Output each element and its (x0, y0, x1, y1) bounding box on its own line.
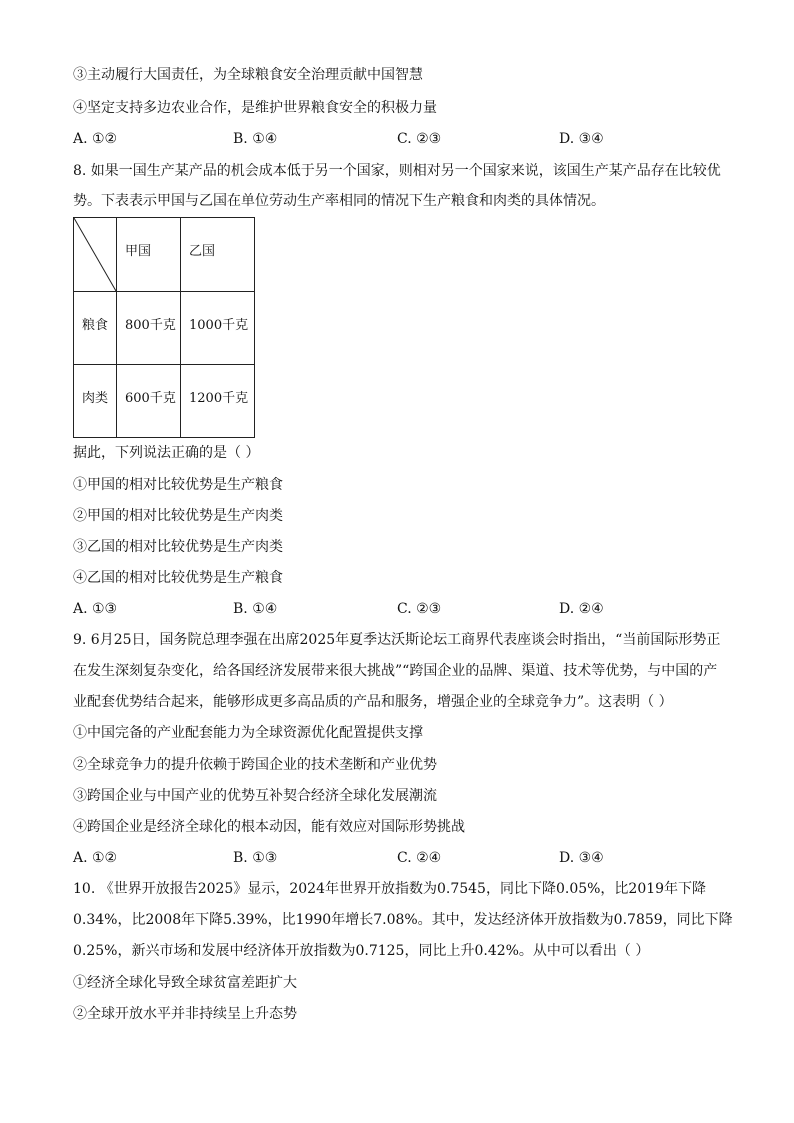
q8-table (73, 217, 255, 438)
q9-option-d: D. ③④ (559, 850, 604, 866)
cell-jia-grain: 800千克 (117, 292, 181, 365)
q10-item-1: ①经济全球化导致全球贫富差距扩大 (73, 975, 297, 991)
q8-options (73, 599, 713, 619)
q10-item-2: ②全球开放水平并非持续呈上升态势 (73, 1006, 297, 1022)
q7-option-d: D. ③④ (559, 131, 604, 147)
q8-option-c: C. ②③ (397, 601, 442, 617)
q10-stem-line-3: 0.25%，新兴市场和发展中经济体开放指数为0.7125，同比上升0.42%。从中可以看出（ ） (73, 943, 650, 959)
q8-item-2: ②甲国的相对比较优势是生产肉类 (73, 508, 283, 524)
q9-stem-line-2: 在发生深刻复杂变化，给各国经济发展带来很大挑战”“跨国企业的品牌、渠道、技术等优势，与中国的产 (73, 663, 718, 679)
cell-yi-grain: 1000千克 (181, 292, 255, 365)
cell-jia-meat: 600千克 (117, 365, 181, 438)
diagonal-line (74, 218, 116, 291)
table-row (74, 365, 255, 438)
q7-item-4: ④坚定支持多边农业合作，是维护世界粮食安全的积极力量 (73, 100, 437, 116)
q8-stem-line-1: 8. 如果一国生产某产品的机会成本低于另一个国家，则相对另一个国家来说，该国生产某产品存在比较优 (73, 163, 721, 179)
q8-item-1: ①甲国的相对比较优势是生产粮食 (73, 477, 283, 493)
q9-item-3: ③跨国企业与中国产业的优势互补契合经济全球化发展潮流 (73, 788, 437, 804)
q8-option-b: B. ①④ (233, 601, 278, 617)
table-row (74, 292, 255, 365)
col-header-yi: 乙国 (181, 218, 255, 292)
q9-option-a: A. ①② (73, 850, 118, 866)
q8-question: 据此，下列说法正确的是（ ） (73, 445, 260, 461)
table-corner-cell (74, 218, 117, 292)
q7-item-3: ③主动履行大国责任，为全球粮食安全治理贡献中国智慧 (73, 67, 423, 83)
q9-options (73, 848, 713, 868)
q7-option-c: C. ②③ (397, 131, 442, 147)
q9-item-1: ①中国完备的产业配套能力为全球资源优化配置提供支撑 (73, 725, 423, 741)
q8-option-a: A. ①③ (73, 601, 118, 617)
row-label-meat: 肉类 (74, 365, 117, 438)
q9-stem-line-1: 9. 6月25日，国务院总理李强在出席2025年夏季达沃斯论坛工商界代表座谈会时指出，“当前国际形势正 (73, 632, 721, 648)
cell-yi-meat: 1200千克 (181, 365, 255, 438)
col-header-jia: 甲国 (117, 218, 181, 292)
q7-options (73, 129, 713, 149)
q10-stem-line-1: 10. 《世界开放报告2025》显示，2024年世界开放指数为0.7545，同比下降0.05%，比2019年下降 (73, 881, 707, 897)
q9-item-4: ④跨国企业是经济全球化的根本动因，能有效应对国际形势挑战 (73, 819, 465, 835)
q9-item-2: ②全球竞争力的提升依赖于跨国企业的技术垄断和产业优势 (73, 757, 437, 773)
q9-option-c: C. ②④ (397, 850, 442, 866)
q8-item-3: ③乙国的相对比较优势是生产肉类 (73, 539, 283, 555)
q8-stem-line-2: 势。下表表示甲国与乙国在单位劳动生产率相同的情况下生产粮食和肉类的具体情况。 (73, 193, 605, 209)
q8-item-4: ④乙国的相对比较优势是生产粮食 (73, 570, 283, 586)
q9-option-b: B. ①③ (233, 850, 278, 866)
q10-stem-line-2: 0.34%，比2008年下降5.39%，比1990年增长7.08%。其中，发达经济体开放指数为0.7859，同比下降 (73, 912, 733, 928)
row-label-grain: 粮食 (74, 292, 117, 365)
q7-option-a: A. ①② (73, 131, 118, 147)
q8-option-d: D. ②④ (559, 601, 604, 617)
q7-option-b: B. ①④ (233, 131, 278, 147)
q9-stem-line-3: 业配套优势结合起来，能够形成更多高品质的产品和服务，增强企业的全球竞争力”。这表明（ ） (73, 694, 673, 710)
